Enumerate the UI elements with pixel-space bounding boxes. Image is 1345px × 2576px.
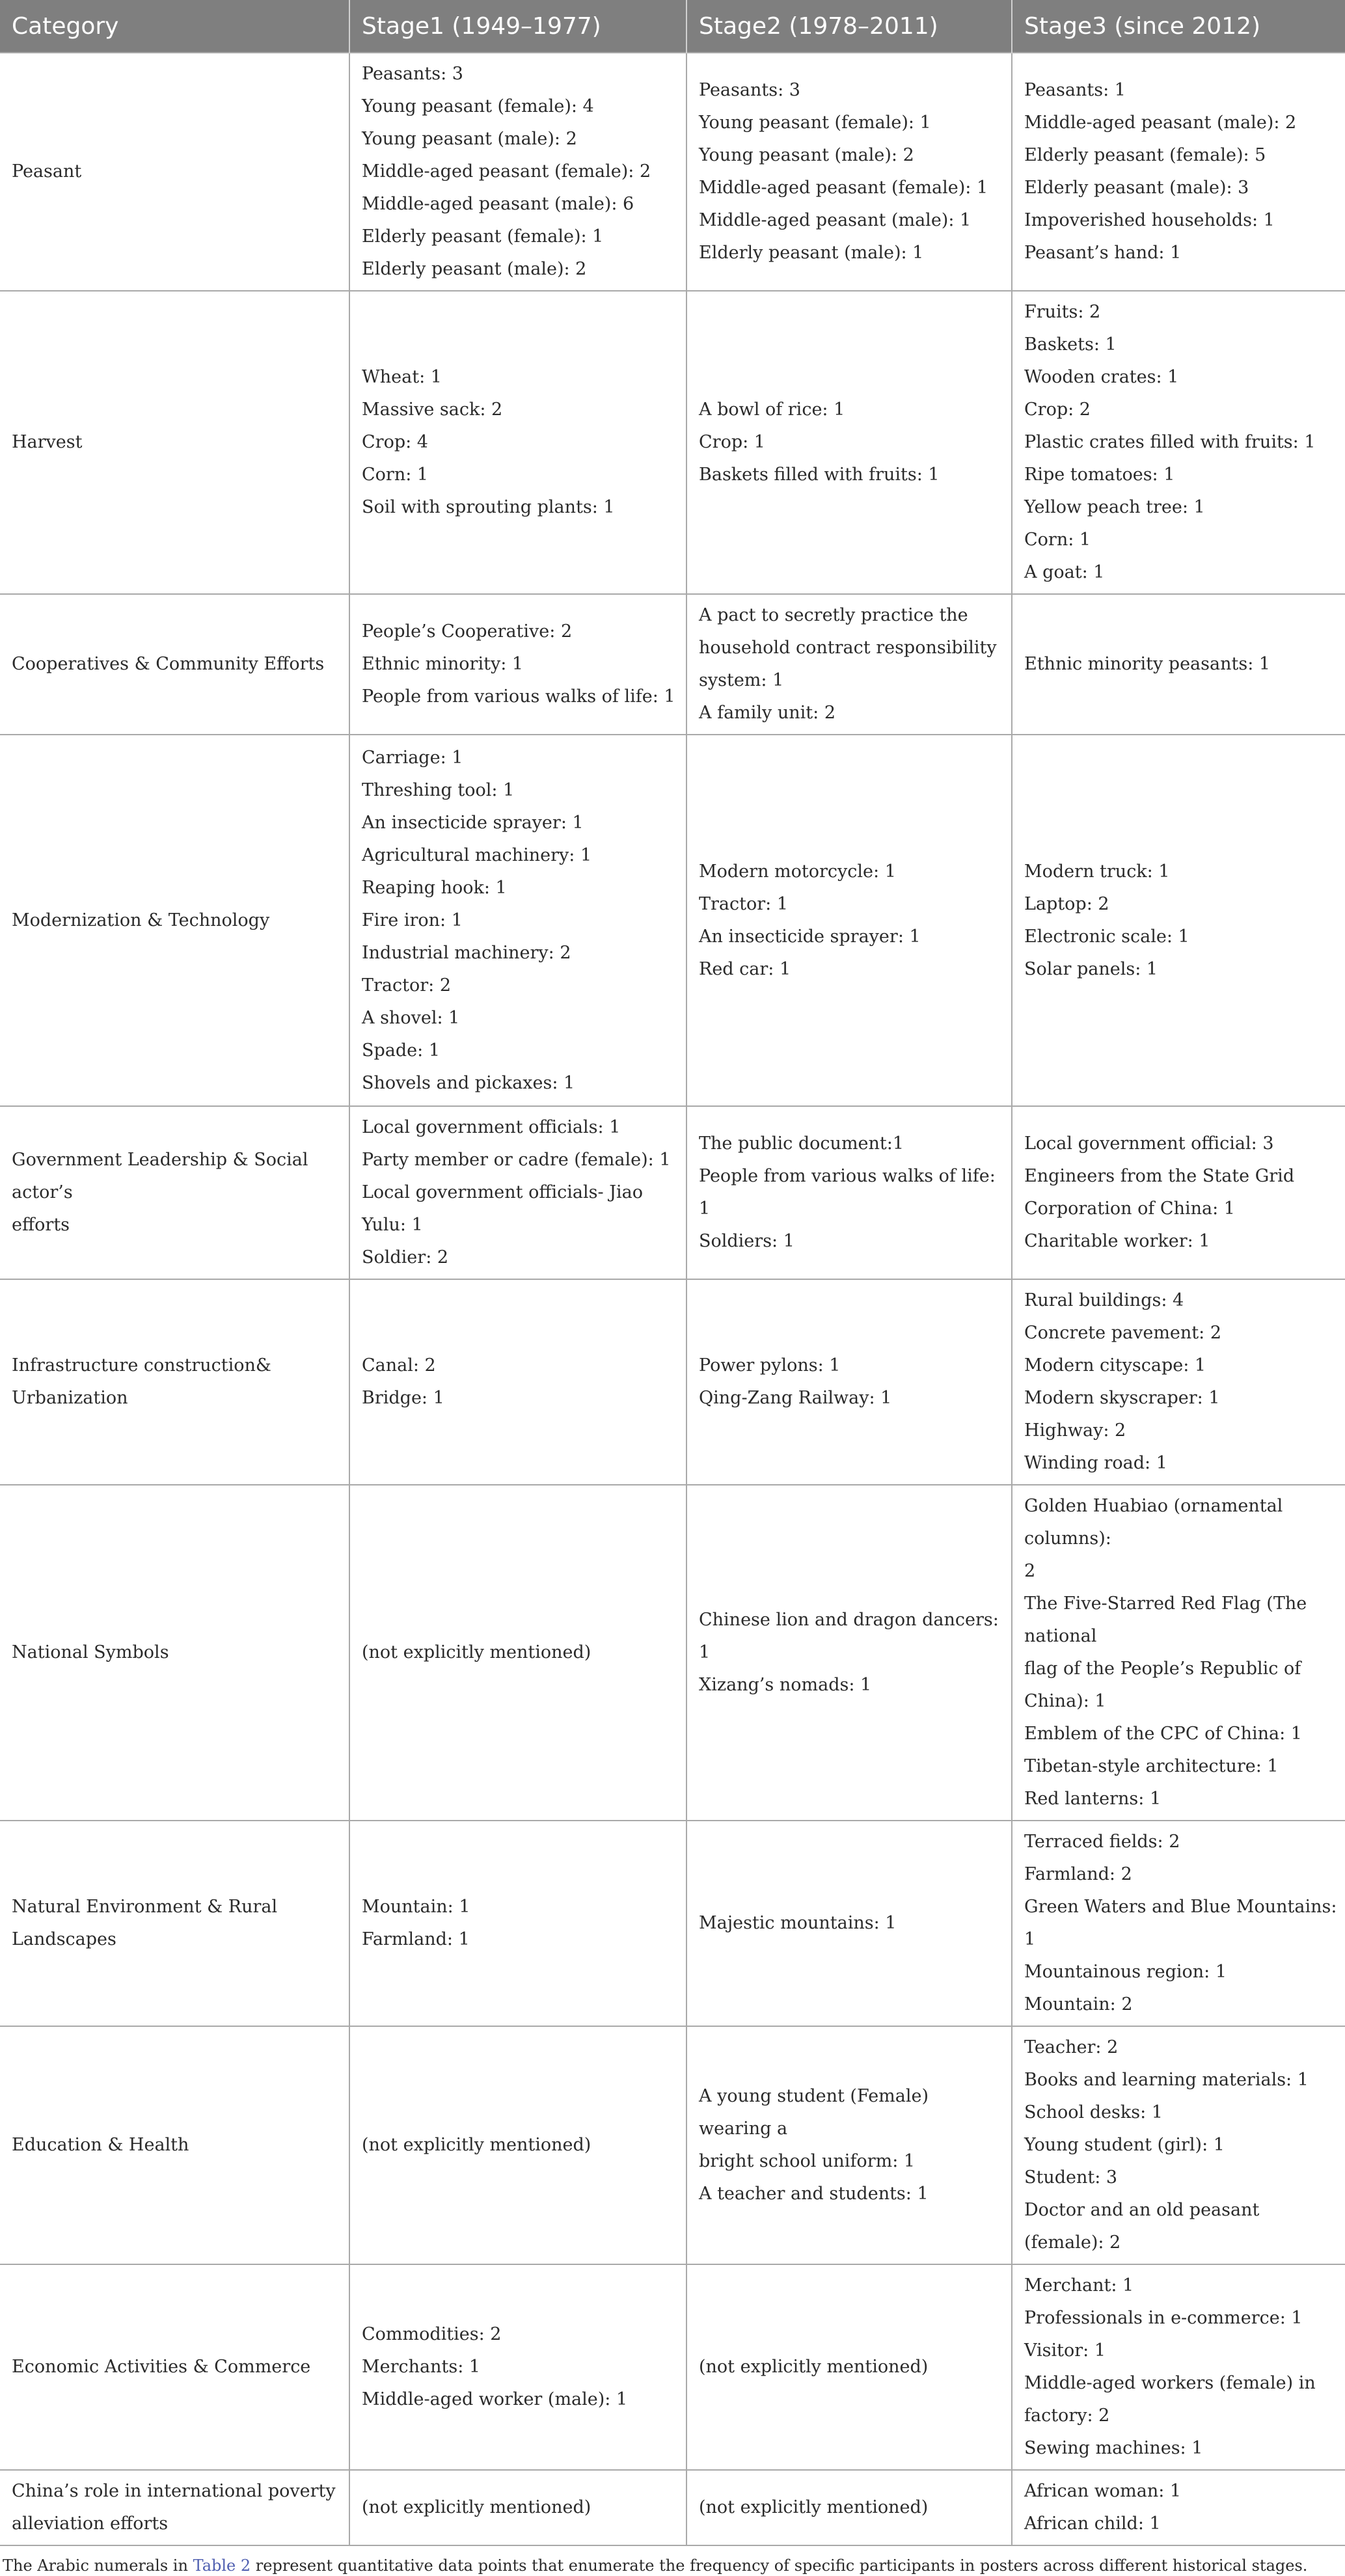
footnote-text-start: The Arabic numerals in [3, 2556, 193, 2575]
item-entry: Merchants: 1 [362, 2357, 481, 2377]
footnote-text-end: represent quantitative data points that enumerate the frequency of specific participants in posters across different historical stages. [251, 2556, 1308, 2575]
stage1-cell [349, 2026, 686, 2264]
item-entry: Mountain: 1 [362, 1897, 470, 1917]
table-row [0, 2264, 1345, 2470]
item-entry: Impoverished households: 1 [1024, 210, 1275, 230]
item-entry: Wooden crates: 1 [1024, 367, 1179, 387]
item-entry: Soldiers: 1 [699, 1231, 795, 1251]
item-entry: Soil with sprouting plants: 1 [362, 497, 615, 517]
item-entry: A young student (Female) wearing a [699, 2086, 929, 2139]
stage2-cell [686, 2026, 1012, 2264]
table-row [0, 2026, 1345, 2264]
item-entry: Modern motorcycle: 1 [699, 861, 896, 882]
stage3-cell [1012, 1485, 1345, 1821]
item-entry: Engineers from the State Grid [1024, 1166, 1295, 1186]
item-entry: Young peasant (female): 1 [699, 113, 931, 133]
item-entry: Winding road: 1 [1024, 1453, 1167, 1473]
item-entry: Farmland: 1 [362, 1929, 470, 1949]
item-entry: Ethnic minority peasants: 1 [1024, 654, 1271, 674]
item-entry: Threshing tool: 1 [362, 780, 515, 800]
category-cell [0, 2470, 349, 2545]
item-entry: (not explicitly mentioned) [699, 2357, 929, 2377]
item-entry: Terraced fields: 2 [1024, 1832, 1180, 1852]
table-row [0, 2470, 1345, 2545]
item-entry: Concrete pavement: 2 [1024, 1323, 1222, 1343]
category-label: Modernization & Technology [12, 910, 270, 930]
item-entry: Middle-aged peasant (male): 2 [1024, 113, 1297, 133]
item-entry: Professionals in e-commerce: 1 [1024, 2308, 1303, 2328]
item-entry: Crop: 2 [1024, 400, 1091, 420]
item-entry: Mountainous region: 1 [1024, 1962, 1227, 1982]
item-entry: Mountain: 2 [1024, 1994, 1133, 2014]
header-row [0, 0, 1345, 53]
item-entry: Majestic mountains: 1 [699, 1913, 897, 1933]
category-cell [0, 1106, 349, 1279]
category-label: Peasant [12, 161, 82, 182]
stage2-cell [686, 53, 1012, 291]
stage2-cell [686, 1485, 1012, 1821]
stage2-cell [686, 1821, 1012, 2026]
table-row [0, 291, 1345, 594]
item-entry: Yellow peach tree: 1 [1024, 497, 1205, 517]
stage3-cell [1012, 594, 1345, 735]
item-entry: Charitable worker: 1 [1024, 1231, 1210, 1251]
category-cell [0, 1279, 349, 1485]
stage1-cell [349, 1106, 686, 1279]
table-header [0, 0, 1345, 53]
item-entry: Peasants: 1 [1024, 80, 1126, 100]
stage2-cell [686, 1106, 1012, 1279]
stage1-cell [349, 735, 686, 1106]
item-entry: Shovels and pickaxes: 1 [362, 1072, 575, 1093]
stage2-cell [686, 735, 1012, 1106]
category-cell [0, 594, 349, 735]
item-entry: A goat: 1 [1024, 562, 1105, 582]
item-entry: People’s Cooperative: 2 [362, 621, 573, 642]
table-row [0, 53, 1345, 291]
item-entry: Spade: 1 [362, 1040, 440, 1061]
item-entry: Rural buildings: 4 [1024, 1290, 1184, 1310]
item-entry: bright school uniform: 1 [699, 2151, 916, 2171]
category-cell [0, 2264, 349, 2470]
item-entry: flag of the People’s Republic of China): 1 [1024, 1659, 1301, 1711]
item-entry: Local government official: 3 [1024, 1133, 1274, 1154]
stage2-cell [686, 2470, 1012, 2545]
item-entry: Middle-aged peasant (female): 1 [699, 178, 988, 198]
stage3-cell [1012, 2470, 1345, 2545]
item-entry: Local government officials: 1 [362, 1117, 621, 1137]
item-entry: Crop: 1 [699, 432, 765, 452]
item-entry: (not explicitly mentioned) [362, 2497, 591, 2517]
stage2-cell [686, 594, 1012, 735]
table-row [0, 594, 1345, 735]
item-entry: School desks: 1 [1024, 2102, 1163, 2122]
stage3-cell [1012, 1821, 1345, 2026]
item-entry: Peasants: 3 [699, 80, 800, 100]
item-entry: Local government officials- Jiao Yulu: 1 [362, 1182, 644, 1235]
item-entry: Middle-aged peasant (female): 2 [362, 161, 651, 182]
item-entry: Fire iron: 1 [362, 910, 463, 930]
item-entry: Reaping hook: 1 [362, 877, 507, 898]
item-entry: Peasants: 3 [362, 64, 463, 84]
category-cell [0, 291, 349, 594]
item-entry: People from various walks of life: 1 [699, 1166, 996, 1219]
table-row [0, 1821, 1345, 2026]
item-entry: Tibetan-style architecture: 1 [1024, 1756, 1279, 1776]
stage2-cell [686, 291, 1012, 594]
item-entry: (not explicitly mentioned) [699, 2497, 929, 2517]
item-entry: A bowl of rice: 1 [699, 400, 845, 420]
item-entry: Red car: 1 [699, 958, 791, 979]
stage1-cell [349, 53, 686, 291]
category-label: alleviation efforts [12, 2514, 169, 2534]
stage2-cell [686, 1279, 1012, 1485]
item-entry: Electronic scale: 1 [1024, 926, 1189, 947]
item-entry: Xizang’s nomads: 1 [699, 1675, 872, 1695]
item-entry: Highway: 2 [1024, 1420, 1126, 1441]
category-label: efforts [12, 1215, 70, 1235]
category-cell [0, 735, 349, 1106]
stage1-cell [349, 594, 686, 735]
item-entry: Corn: 1 [362, 465, 429, 485]
category-label: Harvest [12, 432, 83, 452]
item-entry: household contract responsibility [699, 638, 997, 658]
item-entry: Middle-aged workers (female) in [1024, 2373, 1316, 2393]
item-entry: Visitor: 1 [1024, 2340, 1106, 2361]
item-entry: African woman: 1 [1024, 2481, 1182, 2501]
item-entry: Green Waters and Blue Mountains: 1 [1024, 1897, 1337, 1949]
item-entry: Books and learning materials: 1 [1024, 2070, 1309, 2090]
item-entry: Young peasant (male): 2 [699, 145, 914, 165]
item-entry: Middle-aged peasant (male): 1 [699, 210, 971, 230]
item-entry: Golden Huabiao (ornamental columns): [1024, 1496, 1283, 1549]
item-entry: Agricultural machinery: 1 [362, 845, 592, 865]
item-entry: factory: 2 [1024, 2406, 1110, 2426]
table-reference-link[interactable]: Table 2 [193, 2556, 251, 2575]
table-row [0, 1279, 1345, 1485]
item-entry: Qing-Zang Railway: 1 [699, 1388, 892, 1408]
item-entry: Sewing machines: 1 [1024, 2438, 1203, 2458]
item-entry: Commodities: 2 [362, 2324, 502, 2344]
item-entry: Modern truck: 1 [1024, 861, 1170, 882]
item-entry: Merchant: 1 [1024, 2275, 1134, 2296]
item-entry: Ripe tomatoes: 1 [1024, 465, 1175, 485]
item-entry: system: 1 [699, 670, 784, 690]
item-entry: (not explicitly mentioned) [362, 1642, 591, 1662]
item-entry: A shovel: 1 [362, 1007, 460, 1028]
item-entry: Modern skyscraper: 1 [1024, 1388, 1220, 1408]
item-entry: Peasant’s hand: 1 [1024, 243, 1182, 263]
stage1-cell [349, 1485, 686, 1821]
item-entry: Corn: 1 [1024, 530, 1091, 550]
category-cell [0, 1485, 349, 1821]
category-cell [0, 2026, 349, 2264]
item-entry: Tractor: 2 [362, 975, 452, 996]
header-stage2: Stage2 (1978–2011) [686, 0, 1012, 53]
item-entry: Bridge: 1 [362, 1388, 444, 1408]
stage3-cell [1012, 1106, 1345, 1279]
table-row [0, 735, 1345, 1106]
item-entry: People from various walks of life: 1 [362, 686, 675, 707]
item-entry: Red lanterns: 1 [1024, 1789, 1162, 1809]
category-label: Infrastructure construction& [12, 1355, 271, 1376]
table-body [0, 53, 1345, 2545]
item-entry: Baskets filled with fruits: 1 [699, 465, 940, 485]
item-entry: Elderly peasant (male): 3 [1024, 178, 1249, 198]
item-entry: A pact to secretly practice the [699, 605, 968, 625]
stage1-cell [349, 291, 686, 594]
item-entry: Plastic crates filled with fruits: 1 [1024, 432, 1316, 452]
stage3-cell [1012, 53, 1345, 291]
item-entry: Party member or cadre (female): 1 [362, 1150, 671, 1170]
stage3-cell [1012, 2026, 1345, 2264]
item-entry: Middle-aged worker (male): 1 [362, 2389, 628, 2409]
item-entry: The public document:1 [699, 1133, 904, 1154]
stage3-cell [1012, 1279, 1345, 1485]
header-category: Category [0, 0, 349, 53]
header-stage1: Stage1 (1949–1977) [349, 0, 686, 53]
item-entry: (not explicitly mentioned) [362, 2135, 591, 2155]
category-label: Education & Health [12, 2135, 189, 2155]
item-entry: Young peasant (female): 4 [362, 96, 594, 116]
item-entry: The Five-Starred Red Flag (The national [1024, 1593, 1307, 1646]
stage1-cell [349, 2470, 686, 2545]
item-entry: Crop: 4 [362, 432, 428, 452]
item-entry: Tractor: 1 [699, 893, 789, 914]
category-label: National Symbols [12, 1642, 169, 1662]
item-entry: Doctor and an old peasant (female): 2 [1024, 2200, 1260, 2253]
item-entry: An insecticide sprayer: 1 [699, 926, 921, 947]
item-entry: Fruits: 2 [1024, 302, 1101, 322]
item-entry: Elderly peasant (male): 1 [699, 243, 924, 263]
item-entry: Wheat: 1 [362, 367, 442, 387]
item-entry: Young student (girl): 1 [1024, 2135, 1225, 2155]
category-label: Economic Activities & Commerce [12, 2357, 311, 2377]
item-entry: Modern cityscape: 1 [1024, 1355, 1206, 1376]
category-label: Government Leadership & Social actor’s [12, 1150, 308, 1202]
item-entry: Middle-aged peasant (male): 6 [362, 194, 634, 214]
item-entry: Ethnic minority: 1 [362, 654, 524, 674]
item-entry: Industrial machinery: 2 [362, 942, 571, 963]
table-footnote [0, 2546, 1345, 2576]
category-label: Natural Environment & Rural Landscapes [12, 1897, 278, 1949]
category-cell [0, 1821, 349, 2026]
category-cell [0, 53, 349, 291]
item-entry: Student: 3 [1024, 2167, 1118, 2188]
item-entry: Corporation of China: 1 [1024, 1199, 1235, 1219]
item-entry: Carriage: 1 [362, 747, 463, 768]
item-entry: Power pylons: 1 [699, 1355, 841, 1376]
item-entry: Laptop: 2 [1024, 893, 1109, 914]
item-entry: A family unit: 2 [699, 703, 836, 723]
stage3-cell [1012, 735, 1345, 1106]
item-entry: Chinese lion and dragon dancers: 1 [699, 1610, 999, 1662]
item-entry: Elderly peasant (female): 5 [1024, 145, 1266, 165]
item-entry: A teacher and students: 1 [699, 2184, 929, 2204]
item-entry: Soldier: 2 [362, 1247, 449, 1268]
category-label: China’s role in international poverty [12, 2481, 336, 2501]
item-entry: 2 [1024, 1561, 1036, 1581]
stage3-cell [1012, 2264, 1345, 2470]
stage1-cell [349, 2264, 686, 2470]
item-entry: Elderly peasant (male): 2 [362, 259, 587, 279]
item-entry: Farmland: 2 [1024, 1864, 1132, 1884]
item-entry: Baskets: 1 [1024, 334, 1117, 355]
header-stage3: Stage3 (since 2012) [1012, 0, 1345, 53]
item-entry: Teacher: 2 [1024, 2037, 1119, 2057]
item-entry: Emblem of the CPC of China: 1 [1024, 1724, 1302, 1744]
item-entry: Solar panels: 1 [1024, 958, 1158, 979]
item-entry: African child: 1 [1024, 2514, 1161, 2534]
item-entry: Massive sack: 2 [362, 400, 503, 420]
stage1-cell [349, 1821, 686, 2026]
stage1-cell [349, 1279, 686, 1485]
stage2-cell [686, 2264, 1012, 2470]
item-entry: Canal: 2 [362, 1355, 436, 1376]
table-row [0, 1485, 1345, 1821]
category-label: Cooperatives & Community Efforts [12, 654, 325, 674]
category-label: Urbanization [12, 1388, 128, 1408]
stage3-cell [1012, 291, 1345, 594]
item-entry: Young peasant (male): 2 [362, 129, 577, 149]
table-row [0, 1106, 1345, 1279]
item-entry: An insecticide sprayer: 1 [362, 812, 584, 833]
item-entry: Elderly peasant (female): 1 [362, 226, 604, 247]
